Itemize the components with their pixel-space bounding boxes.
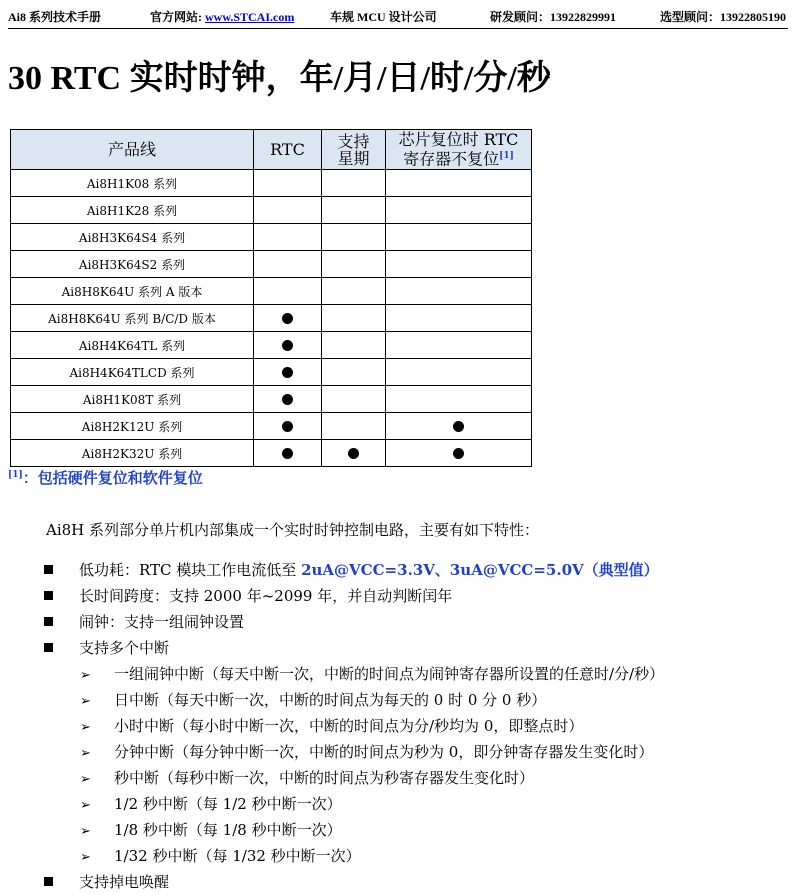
footnote: [8, 467, 203, 488]
interrupt-item: [80, 715, 583, 736]
interrupt-item: [80, 741, 653, 762]
table-header-row: [11, 130, 532, 170]
table-row: [11, 440, 532, 467]
arrow-bullet-icon: ➢: [80, 798, 91, 813]
footnote-text: ：包括硬件复位和软件复位: [22, 469, 203, 487]
arrow-bullet-icon: ➢: [80, 824, 91, 839]
weekday-cell: [322, 386, 386, 413]
footnote-ref: [1]: [8, 470, 23, 480]
feature-span: [44, 585, 452, 606]
rtc-cell: [254, 305, 322, 332]
interrupt-item: [80, 793, 342, 814]
weekday-cell: [322, 224, 386, 251]
weekday-cell: [322, 251, 386, 278]
square-bullet-icon: [44, 591, 53, 600]
product-name-cell: Ai8H2K12U 系列: [11, 413, 254, 440]
product-table: [10, 129, 532, 467]
interrupt-item-text: 1/8 秒中断（每 1/8 秒中断一次）: [114, 821, 342, 839]
header-product: 产品线: [11, 130, 254, 170]
header-noreset: [386, 130, 532, 170]
product-name-cell: Ai8H1K08 系列: [11, 170, 254, 197]
feature-interrupts-text: 支持多个中断: [79, 639, 170, 657]
table-row: [11, 359, 532, 386]
header-noreset-ref: [1]: [499, 151, 514, 162]
header-rtc: RTC: [254, 130, 322, 170]
table-row: [11, 224, 532, 251]
feature-alarm-text: 闹钟：支持一组闹钟设置: [79, 613, 245, 631]
rd-contact: 研发顾问：13922829991: [490, 10, 617, 24]
product-name-cell: Ai8H3K64S2 系列: [11, 251, 254, 278]
header-weekday-line2: 星期: [337, 148, 370, 168]
feature-wakeup: [44, 871, 169, 892]
interrupt-item: [80, 767, 534, 788]
feature-interrupts: [44, 637, 169, 658]
black-dot-icon: [453, 421, 464, 432]
weekday-cell: [322, 305, 386, 332]
product-name-cell: Ai8H1K08T 系列: [11, 386, 254, 413]
weekday-cell: [322, 170, 386, 197]
interrupt-item-text: 一组闹钟中断（每天中断一次，中断的时间点为闹钟寄存器所设置的任意时/分/秒）: [114, 665, 665, 683]
table-row: [11, 278, 532, 305]
sales-contact: 选型顾问：13922805190: [660, 10, 787, 24]
black-dot-icon: [453, 448, 464, 459]
header-weekday-line1: 支持: [337, 131, 370, 151]
table-row: [11, 413, 532, 440]
page-header: [8, 6, 788, 29]
arrow-bullet-icon: ➢: [80, 746, 91, 761]
interrupt-item-text: 1/32 秒中断（每 1/32 秒中断一次）: [114, 847, 361, 865]
page-title: 30 RTC 实时时钟，年/月/日/时/分/秒: [8, 60, 551, 97]
noreset-cell: [386, 197, 532, 224]
product-name-cell: Ai8H8K64U 系列 A 版本: [11, 278, 254, 305]
weekday-cell: [322, 278, 386, 305]
header-weekday: [322, 130, 386, 170]
feature-alarm: [44, 611, 244, 632]
noreset-cell: [386, 413, 532, 440]
interrupt-item-text: 秒中断（每秒中断一次，中断的时间点为秒寄存器发生变化时）: [114, 769, 535, 787]
noreset-cell: [386, 251, 532, 278]
rtc-cell: [254, 359, 322, 386]
noreset-cell: [386, 440, 532, 467]
rtc-cell: [254, 278, 322, 305]
noreset-cell: [386, 278, 532, 305]
arrow-bullet-icon: ➢: [80, 850, 91, 865]
black-dot-icon: [282, 313, 293, 324]
interrupt-item: [80, 845, 361, 866]
feature-wakeup-text: 支持掉电唤醒: [79, 873, 170, 891]
manual-name: Ai8 系列技术手册: [8, 10, 102, 24]
rtc-cell: [254, 413, 322, 440]
feature-low-power-value: 2uA@VCC=3.3V、3uA@VCC=5.0V（典型值）: [301, 561, 659, 579]
rtc-cell: [254, 251, 322, 278]
table-row: [11, 305, 532, 332]
interrupt-item: [80, 819, 342, 840]
black-dot-icon: [282, 340, 293, 351]
company-name: 车规 MCU 设计公司: [330, 10, 437, 24]
product-name-cell: Ai8H4K64TL 系列: [11, 332, 254, 359]
square-bullet-icon: [44, 877, 53, 886]
noreset-cell: [386, 224, 532, 251]
table-row: [11, 332, 532, 359]
rtc-cell: [254, 170, 322, 197]
rtc-cell: [254, 440, 322, 467]
interrupt-item-text: 小时中断（每小时中断一次，中断的时间点为分/秒均为 0，即整点时）: [114, 717, 584, 735]
square-bullet-icon: [44, 643, 53, 652]
table-body: [11, 170, 532, 467]
table-row: [11, 251, 532, 278]
square-bullet-icon: [44, 617, 53, 626]
black-dot-icon: [282, 394, 293, 405]
rtc-cell: [254, 332, 322, 359]
weekday-cell: [322, 359, 386, 386]
arrow-bullet-icon: ➢: [80, 694, 91, 709]
weekday-cell: [322, 413, 386, 440]
table-row: [11, 170, 532, 197]
header-noreset-line1: 芯片复位时 RTC: [398, 130, 519, 150]
interrupt-item-text: 分钟中断（每分钟中断一次，中断的时间点为秒为 0，即分钟寄存器发生变化时）: [114, 743, 654, 761]
arrow-bullet-icon: ➢: [80, 720, 91, 735]
interrupt-item: [80, 663, 664, 684]
intro-text: Ai8H 系列部分单片机内部集成一个实时时钟控制电路，主要有如下特性：: [46, 521, 540, 539]
product-name-cell: Ai8H2K32U 系列: [11, 440, 254, 467]
site-link[interactable]: www.STCAI.com: [205, 10, 295, 24]
noreset-cell: [386, 386, 532, 413]
black-dot-icon: [282, 421, 293, 432]
noreset-cell: [386, 332, 532, 359]
black-dot-icon: [348, 448, 359, 459]
noreset-cell: [386, 170, 532, 197]
black-dot-icon: [282, 448, 293, 459]
site-label: 官方网站:: [150, 10, 205, 24]
interrupt-item-text: 日中断（每天中断一次，中断的时间点为每天的 0 时 0 分 0 秒）: [114, 691, 547, 709]
table-row: [11, 197, 532, 224]
arrow-bullet-icon: ➢: [80, 772, 91, 787]
feature-span-text: 长时间跨度：支持 2000 年~2099 年，并自动判断闰年: [79, 587, 453, 605]
interrupt-item: [80, 689, 546, 710]
black-dot-icon: [282, 367, 293, 378]
interrupt-item-text: 1/2 秒中断（每 1/2 秒中断一次）: [114, 795, 342, 813]
rtc-cell: [254, 386, 322, 413]
weekday-cell: [322, 440, 386, 467]
site-info: [150, 8, 294, 25]
arrow-bullet-icon: ➢: [80, 668, 91, 683]
weekday-cell: [322, 332, 386, 359]
product-name-cell: Ai8H1K28 系列: [11, 197, 254, 224]
noreset-cell: [386, 305, 532, 332]
header-noreset-line2: 寄存器不复位: [403, 149, 500, 169]
feature-low-power-prefix: 低功耗：RTC 模块工作电流低至: [79, 561, 302, 579]
product-name-cell: Ai8H8K64U 系列 B/C/D 版本: [11, 305, 254, 332]
rtc-cell: [254, 224, 322, 251]
feature-low-power: [44, 559, 659, 580]
product-name-cell: Ai8H3K64S4 系列: [11, 224, 254, 251]
product-name-cell: Ai8H4K64TLCD 系列: [11, 359, 254, 386]
noreset-cell: [386, 359, 532, 386]
rtc-cell: [254, 197, 322, 224]
table-row: [11, 386, 532, 413]
square-bullet-icon: [44, 565, 53, 574]
weekday-cell: [322, 197, 386, 224]
